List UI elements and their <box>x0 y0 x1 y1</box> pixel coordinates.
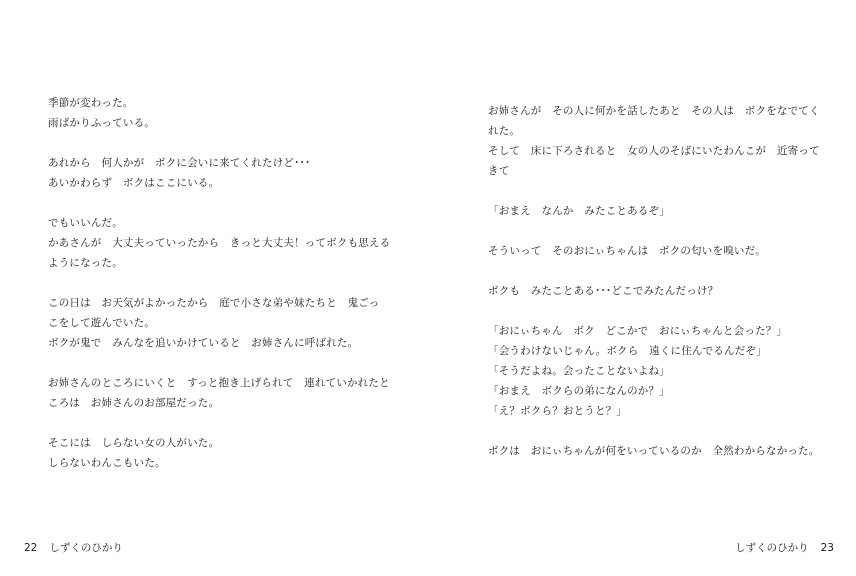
paragraph-gap <box>488 261 820 281</box>
text-line: 季節が変わった。 <box>48 97 134 109</box>
right-page-running-title: しずくのひかり <box>735 542 809 554</box>
left-page-running-title: しずくのひかり <box>49 542 123 554</box>
left-page-body <box>48 93 390 473</box>
text-line: 「そうだよね。会ったことないよね」 <box>488 365 670 377</box>
text-line: ころは お姉さんのお部屋だった。 <box>48 397 220 409</box>
right-page <box>428 0 856 576</box>
text-line: この日は お天気がよかったから 庭で小さな弟や妹たちと 鬼ごっ <box>48 297 380 309</box>
text-line: 「え？ボクら？おとうと？」 <box>488 405 628 417</box>
text-line: 「会うわけないじゃん。ボクら 遠くに住んでるんだぞ」 <box>488 345 767 357</box>
text-line: あれから 何人かが ボクに会いに来てくれたけど･･･ <box>48 157 311 169</box>
paragraph-gap <box>48 133 390 153</box>
text-line: かあさんが 大丈夫っていったから きっと大丈夫！ってボクも思える <box>48 237 391 249</box>
text-line: 雨ばかりふっている。 <box>48 117 155 129</box>
paragraph-gap <box>48 353 390 373</box>
text-line: お姉さんが その人に何かを話したあと その人は ボクをなでてく <box>488 105 820 117</box>
paragraph-gap <box>488 301 820 321</box>
text-line: こをして遊んでいた。 <box>48 317 155 329</box>
paragraph-gap <box>488 221 820 241</box>
text-line: ボクも みたことある･･･どこでみたんだっけ？ <box>488 285 719 297</box>
text-line: 「おまえ ボクらの弟になんのか？」 <box>488 385 670 397</box>
left-page-number: 22 <box>24 542 38 554</box>
text-line: そこには しらない女の人がいた。 <box>48 437 220 449</box>
text-line: 「おにぃちゃん ボク どこかで おにぃちゃんと会った？」 <box>488 325 788 337</box>
paragraph-gap <box>48 413 390 433</box>
text-line: ようになった。 <box>48 257 123 269</box>
text-line: きて <box>488 165 510 177</box>
text-line: そういって そのおにぃちゃんは ボクの匂いを嗅いだ。 <box>488 245 766 257</box>
text-line: そして 床に下ろされると 女の人のそばにいたわんこが 近寄って <box>488 145 820 157</box>
paragraph-gap <box>48 193 390 213</box>
text-line: しらないわんこもいた。 <box>48 457 166 469</box>
text-line: でもいいんだ。 <box>48 217 123 229</box>
left-page-footer <box>24 540 123 556</box>
right-page-number: 23 <box>820 542 834 554</box>
text-line: 「おまえ なんか みたことあるぞ」 <box>488 205 670 217</box>
text-line: お姉さんのところにいくと すっと抱き上げられて 連れていかれたと <box>48 377 390 389</box>
text-line: れた。 <box>488 125 521 137</box>
paragraph-gap <box>488 181 820 201</box>
text-line: あいかわらず ボクはここにいる。 <box>48 177 220 189</box>
paragraph-gap <box>48 273 390 293</box>
paragraph-gap <box>488 421 820 441</box>
right-page-body <box>488 101 820 461</box>
text-line: ボクは おにぃちゃんが何をいっているのか 全然わからなかった。 <box>488 445 820 457</box>
text-line: ボクが鬼で みんなを追いかけていると お姉さんに呼ばれた。 <box>48 337 359 349</box>
right-page-footer <box>735 540 834 556</box>
